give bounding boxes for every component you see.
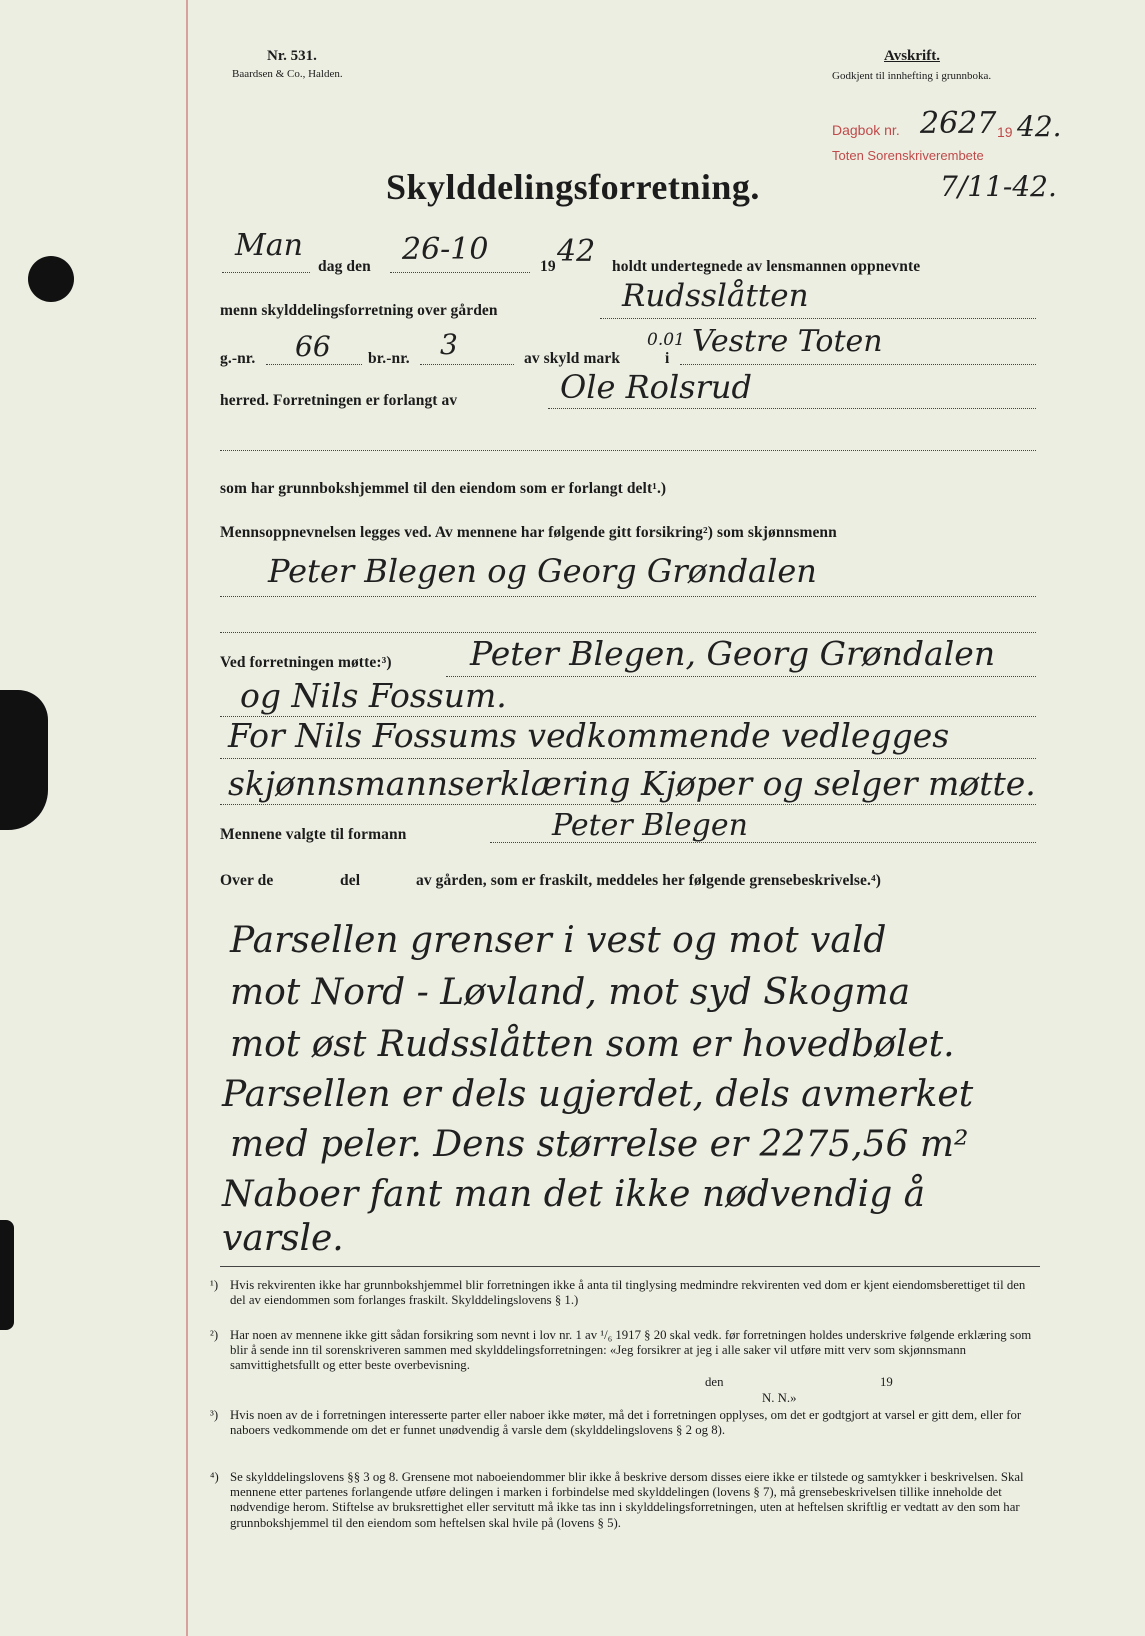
margin-rule	[186, 0, 188, 1636]
copy-label: Avskrift.	[884, 48, 940, 64]
over-de: Over de	[220, 872, 274, 889]
farm-name: Rudsslåtten	[622, 278, 809, 314]
i-label: i	[665, 350, 670, 367]
footnote-2	[210, 1328, 1040, 1374]
footnote2-den: den	[705, 1375, 724, 1389]
stamp-office: Toten Sorenskriverembete	[832, 148, 984, 163]
held-text: holdt undertegnede av lensmannen oppnevnte	[612, 258, 921, 275]
brnr-value: 3	[440, 328, 458, 361]
stamp-year: 42.	[1017, 110, 1062, 143]
received-date: 7/11-42.	[940, 170, 1057, 203]
page-title: Skylddelingsforretning.	[386, 167, 760, 207]
present-label: Ved forretningen møtte:³)	[220, 654, 392, 671]
skyld-value: 0.01	[647, 330, 685, 350]
boundary-line: Parsellen grenser i vest og mot vald	[230, 920, 887, 961]
footnote2-signature: N. N.»	[762, 1391, 797, 1405]
punch-hole	[28, 256, 74, 302]
footnote-text: Har noen av mennene ikke gitt sådan forsikring som nevnt i lov nr. 1 av ¹/₆ 1917 § 20 skal vedk. før forretningen holdes underskrive følgende erklæring som blir å sende inn til sorenskriveren sammen med skylddelingsforretningen: «Jeg forsikrer at jeg i alle saker vil utføre mitt verv som skjønnsmann samvittighetsfullt og etter beste overbevisning.	[230, 1328, 1032, 1373]
year: 42	[557, 234, 596, 269]
date: 26-10	[402, 232, 489, 267]
approved-note: Godkjent til innhefting i grunnboka.	[832, 70, 992, 82]
note-line1: For Nils Fossums vedkommende vedlegges	[228, 716, 950, 755]
stamp-year-prefix: 19	[997, 124, 1013, 140]
note-line2: skjønnsmannserklæring Kjøper og selger møtte.	[228, 764, 1036, 803]
skyld-label: av skyld mark	[524, 350, 621, 367]
herred-label: herred. Forretningen er forlangt av	[220, 392, 458, 409]
chair-label: Mennene valgte til formann	[220, 826, 407, 843]
gnr-label: g.-nr.	[220, 350, 256, 367]
boundary-line: mot øst Rudsslåtten som er hovedbølet.	[230, 1024, 955, 1065]
year-prefix: 19	[540, 258, 556, 275]
men-text: menn skylddelingsforretning over gården	[220, 302, 498, 319]
footnote-text: Hvis noen av de i forretningen interesserte parter eller naboer ikke møter, må det i forretningen opplyses, om det er godtgjort at varsel er gitt dem, eller for naboers vedkommende om det er funnet unødvendig å varsle dem (skylddelingslovens § 2 og 8).	[230, 1408, 1022, 1438]
oppnevnelse-text: Mennsoppnevnelsen legges ved. Av mennene har følgende gitt forsikring²) som skjønnsmenn	[220, 524, 837, 541]
assessors: Peter Blegen og Georg Grøndalen	[268, 552, 817, 590]
footnote-text: Hvis rekvirenten ikke har grunnbokshjemmel blir forretningen ikke å anta til tinglysing medmindre rekvirenten ved dom er kjent eiendomsberettiget til den del av eiendommen som forlanges fraskilt. Skylddelingslovens § 1.)	[230, 1278, 1026, 1308]
chair: Peter Blegen	[552, 808, 748, 843]
boundary-line: varsle.	[222, 1218, 344, 1259]
boundary-line: Naboer fant man det ikke nødvendig å	[222, 1174, 926, 1215]
footnote2-year: 19	[880, 1375, 893, 1389]
boundary-line: med peler. Dens størrelse er 2275,56 m²	[230, 1124, 969, 1165]
boundary-line: mot Nord - Løvland, mot syd Skogma	[230, 972, 911, 1013]
footnote-4	[210, 1470, 1040, 1531]
stamp-journal-label: Dagbok nr.	[832, 122, 900, 138]
footnote-number: ⁴)	[210, 1470, 219, 1484]
gnr-value: 66	[295, 330, 331, 363]
stamp-journal-number: 2627	[920, 106, 997, 141]
dag-den-label: dag den	[318, 258, 371, 275]
present-line2: og Nils Fossum.	[240, 676, 507, 715]
municipality: Vestre Toten	[692, 324, 883, 359]
weekday: Man	[235, 228, 303, 263]
footnote-text: Se skylddelingslovens §§ 3 og 8. Grensene mot naboeiendommer blir ikke å beskrive dersom disses eiere ikke er tilstede og samtykker i beskrivelsen. Skal mennene etter partenes forlangende utføre delingen i marken i forbindelse med skylddelingen (lovens § 7), må grensebeskrivelsen tillike inneholde det nødvendige herom. Stiftelse av bruksrettighet eller servitutt må ikke tas inn i skylddelingsforretningen, uten at heftelsen skriftlig er vedtatt av den som har grunnbokshjemmel til den eiendom som heftelsen skal hvile på (lovens § 5).	[230, 1470, 1024, 1530]
footnote-number: ¹)	[210, 1278, 219, 1292]
boundary-line: Parsellen er dels ugjerdet, dels avmerket	[222, 1074, 974, 1115]
footnote-number: ³)	[210, 1408, 219, 1422]
requested-by: Ole Rolsrud	[560, 368, 752, 406]
footnote-number: ²)	[210, 1328, 219, 1342]
form-number: Nr. 531.	[267, 48, 317, 64]
del-label: del	[340, 872, 361, 889]
scan-shadow	[0, 1220, 14, 1330]
footnote-3	[210, 1408, 1040, 1438]
hjemmel-text: som har grunnbokshjemmel til den eiendom som er forlangt delt¹.)	[220, 480, 667, 497]
publisher: Baardsen & Co., Halden.	[232, 68, 343, 80]
boundary-intro: av gården, som er fraskilt, meddeles her følgende grensebeskrivelse.⁴)	[416, 872, 881, 889]
present-line1: Peter Blegen, Georg Grøndalen	[470, 634, 996, 673]
footnote-1	[210, 1278, 1040, 1308]
scan-shadow	[0, 690, 48, 830]
brnr-label: br.-nr.	[368, 350, 410, 367]
